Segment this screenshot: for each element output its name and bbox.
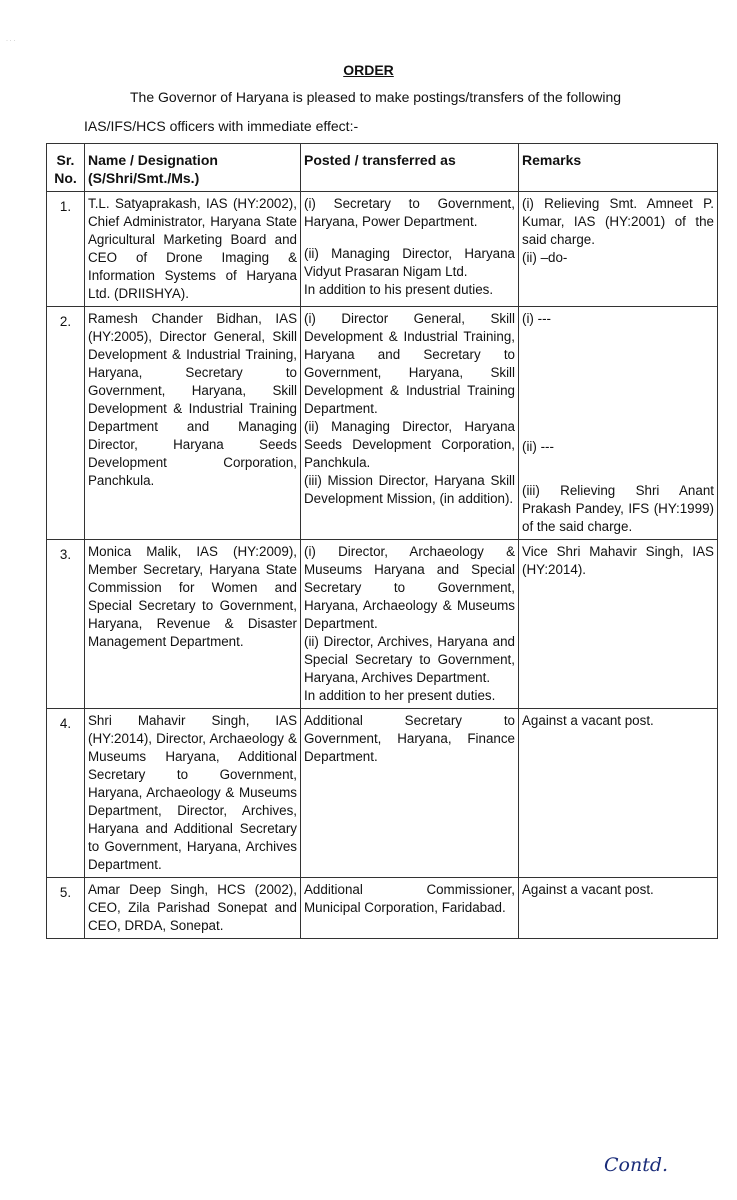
posted-item: (i) Director, Archaeology & Museums Haryana and Special Secretary to Government, Haryana, Archaeology & Museums Department. [304, 544, 515, 631]
header-name-label: Name / Designation [88, 152, 218, 168]
row-name-designation: Ramesh Chander Bidhan, IAS (HY:2005), Director General, Skill Development & Industrial Training, Haryana, Secretary to Government, Haryana, Skill Development & Industrial Training Department and Managing Director, Haryana Seeds Development Corporation, Panchkula. [85, 307, 301, 540]
row-name-designation: T.L. Satyaprakash, IAS (HY:2002), Chief Administrator, Haryana State Agricultural Marketing Board and CEO of Drone Imaging & Information Systems of Haryana Ltd. (DRIISHYA). [85, 192, 301, 307]
scan-mark: · · · [6, 38, 16, 44]
remarks-item: (ii) –do- [522, 250, 568, 265]
table-row [47, 192, 718, 307]
intro-line-2: IAS/IFS/HCS officers with immediate effect:- [84, 118, 359, 134]
remarks-item: Vice Shri Mahavir Singh, IAS (HY:2014). [522, 544, 714, 577]
remarks-item: (iii) Relieving Shri Anant Prakash Pandey, IFS (HY:1999) of the said charge. [522, 483, 714, 534]
header-salutation-label: (S/Shri/Smt./Ms.) [88, 170, 200, 186]
row-posted [301, 878, 519, 939]
table-row [47, 709, 718, 878]
row-posted [301, 540, 519, 709]
header-remarks: Remarks [519, 144, 718, 192]
header-posted: Posted / transferred as [301, 144, 519, 192]
row-posted [301, 192, 519, 307]
remarks-item: Against a vacant post. [522, 713, 654, 728]
row-name-designation: Shri Mahavir Singh, IAS (HY:2014), Director, Archaeology & Museums Haryana, Additional Secretary to Government, Haryana, Archaeology & Museums Department, Director, Archives, Haryana and Additional Secretary to Government, Haryana, Archives Department. [85, 709, 301, 878]
header-no-label: No. [54, 170, 77, 186]
table-row [47, 540, 718, 709]
header-sr-no [47, 144, 85, 192]
posted-item: (iii) Mission Director, Haryana Skill Development Mission, (in addition). [304, 473, 515, 506]
remarks-item: Against a vacant post. [522, 882, 654, 897]
row-remarks [519, 192, 718, 307]
posted-item: (i) Director General, Skill Development & Industrial Training, Haryana and Secretary to Government, Haryana, Skill Development & Industrial Training Department. [304, 311, 515, 416]
header-sr-label: Sr. [56, 152, 75, 168]
posted-item: (i) Secretary to Government, Haryana, Power Department. [304, 196, 515, 229]
row-remarks [519, 709, 718, 878]
order-heading: ORDER [343, 62, 394, 78]
posted-item: (ii) Director, Archives, Haryana and Special Secretary to Government, Haryana, Archives Department. [304, 634, 515, 685]
row-posted [301, 709, 519, 878]
row-posted [301, 307, 519, 540]
posted-note: In addition to her present duties. [304, 688, 496, 703]
row-remarks [519, 878, 718, 939]
posted-item: Additional Commissioner, Municipal Corporation, Faridabad. [304, 882, 515, 915]
row-sr-no: 5. [47, 878, 85, 939]
row-sr-no: 4. [47, 709, 85, 878]
row-remarks [519, 540, 718, 709]
row-remarks [519, 307, 718, 540]
posted-item: (ii) Managing Director, Haryana Seeds Development Corporation, Panchkula. [304, 419, 515, 470]
header-name-designation [85, 144, 301, 192]
contd-handwritten-note: Contd. [604, 1154, 669, 1176]
posted-item: (ii) Managing Director, Haryana Vidyut Prasaran Nigam Ltd. [304, 246, 515, 279]
posted-item: Additional Secretary to Government, Haryana, Finance Department. [304, 713, 515, 764]
postings-table [46, 143, 718, 939]
remarks-item: (i) Relieving Smt. Amneet P. Kumar, IAS (HY:2001) of the said charge. [522, 196, 714, 247]
remarks-item: (i) --- [522, 311, 551, 326]
table-header-row [47, 144, 718, 192]
table-row [47, 307, 718, 540]
posted-note: In addition to his present duties. [304, 282, 494, 297]
row-name-designation: Amar Deep Singh, HCS (2002), CEO, Zila Parishad Sonepat and CEO, DRDA, Sonepat. [85, 878, 301, 939]
row-name-designation: Monica Malik, IAS (HY:2009), Member Secretary, Haryana State Commission for Women and Special Secretary to Government, Haryana, Revenue & Disaster Management Department. [85, 540, 301, 709]
row-sr-no: 2. [47, 307, 85, 540]
remarks-item: (ii) --- [522, 439, 554, 454]
row-sr-no: 1. [47, 192, 85, 307]
intro-line-1: The Governor of Haryana is pleased to make postings/transfers of the following [130, 89, 622, 105]
row-sr-no: 3. [47, 540, 85, 709]
table-row [47, 878, 718, 939]
